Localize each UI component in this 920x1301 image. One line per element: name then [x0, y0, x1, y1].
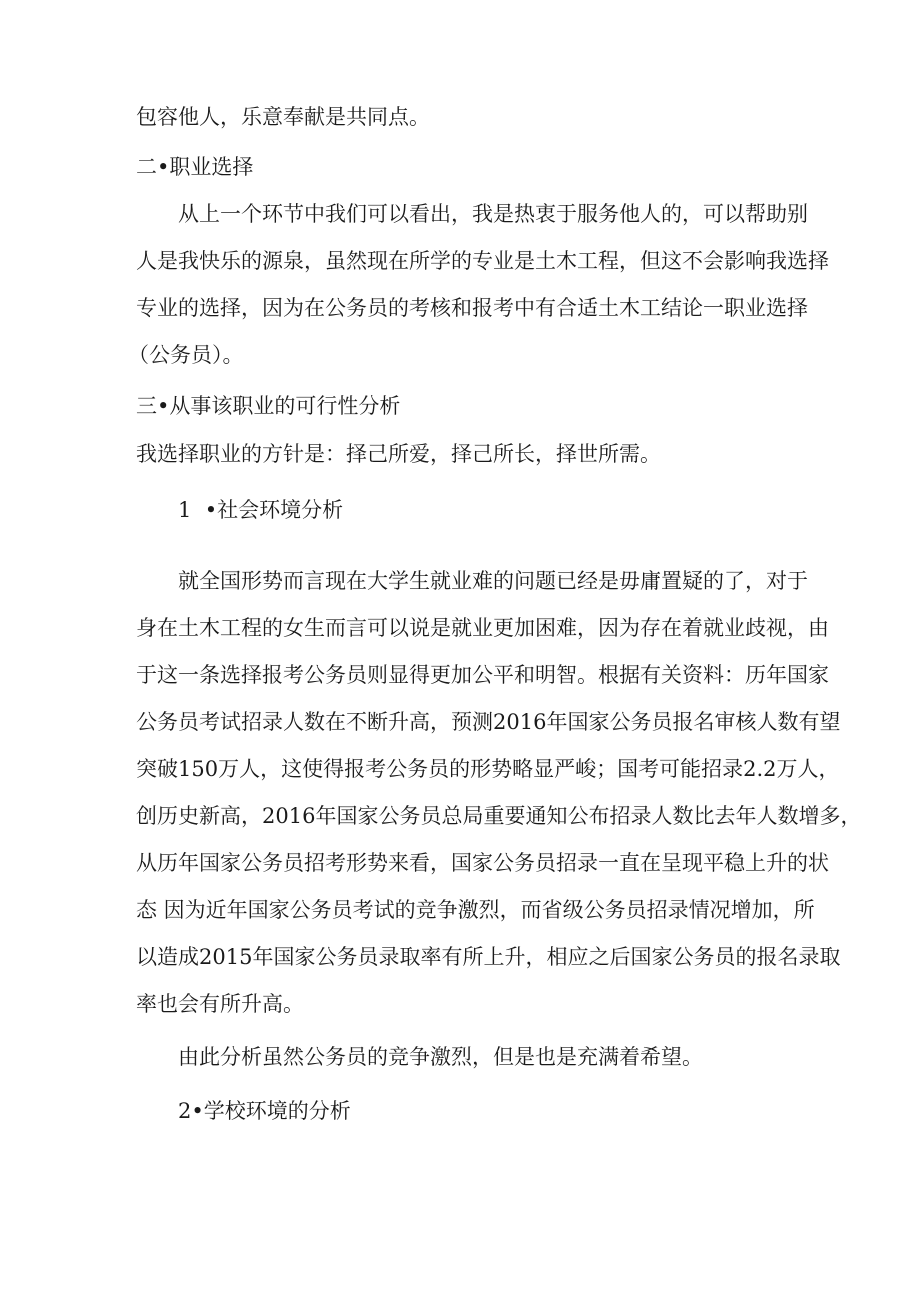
- intro-line: 包容他人，乐意奉献是共同点。: [136, 105, 430, 129]
- subsection-2-heading: 2•学校环境的分析: [178, 1099, 351, 1123]
- subsection-1-conclusion: 由此分析虽然公务员的竞争激烈，但是也是充满着希望。: [178, 1045, 703, 1069]
- subsection-1-paragraph-line: 突破150万人，这使得报考公务员的形势略显严峻；国考可能招录2.2万人，: [136, 757, 840, 781]
- subsection-1-heading: 1 •社会环境分析: [178, 498, 344, 522]
- subsection-1-paragraph-line: 以造成2015年国家公务员录取率有所上升，相应之后国家公务员的报名录取: [136, 945, 841, 969]
- subsection-1-paragraph-line: 率也会有所升高。: [136, 992, 304, 1016]
- subsection-1-paragraph-line: 公务员考试招录人数在不断升高，预测2016年国家公务员报名审核人数有望: [136, 710, 841, 734]
- subsection-1-paragraph-line: 从历年国家公务员招考形势来看，国家公务员招录一直在呈现平稳上升的状: [136, 851, 829, 875]
- subsection-1-paragraph-line: 就全国形势而言现在大学生就业难的问题已经是毋庸置疑的了，对于: [178, 569, 808, 593]
- section-2-paragraph-line: 专业的选择，因为在公务员的考核和报考中有合适土木工结论一职业选择: [136, 296, 808, 320]
- subsection-1-paragraph-line: 身在土木工程的女生而言可以说是就业更加困难，因为存在着就业歧视，由: [136, 616, 829, 640]
- section-2-paragraph-line: （公务员）。: [128, 343, 244, 367]
- subsection-1-paragraph-line: 于这一条选择报考公务员则显得更加公平和明智。根据有关资料：历年国家: [136, 663, 829, 687]
- subsection-1-paragraph-line: 态 因为近年国家公务员考试的竞争激烈，而省级公务员招录情况增加，所: [136, 898, 815, 922]
- subsection-1-paragraph-line: 创历史新高，2016年国家公务员总局重要通知公布招录人数比去年人数增多，: [136, 804, 862, 828]
- section-2-heading: 二•职业选择: [136, 155, 254, 179]
- section-2-paragraph-line: 从上一个环节中我们可以看出，我是热衷于服务他人的，可以帮助别: [178, 202, 808, 226]
- policy-line: 我选择职业的方针是：择己所爱，择己所长，择世所需。: [136, 442, 661, 466]
- section-2-paragraph-line: 人是我快乐的源泉，虽然现在所学的专业是土木工程，但这不会影响我选择: [136, 249, 829, 273]
- section-3-heading: 三•从事该职业的可行性分析: [136, 394, 401, 418]
